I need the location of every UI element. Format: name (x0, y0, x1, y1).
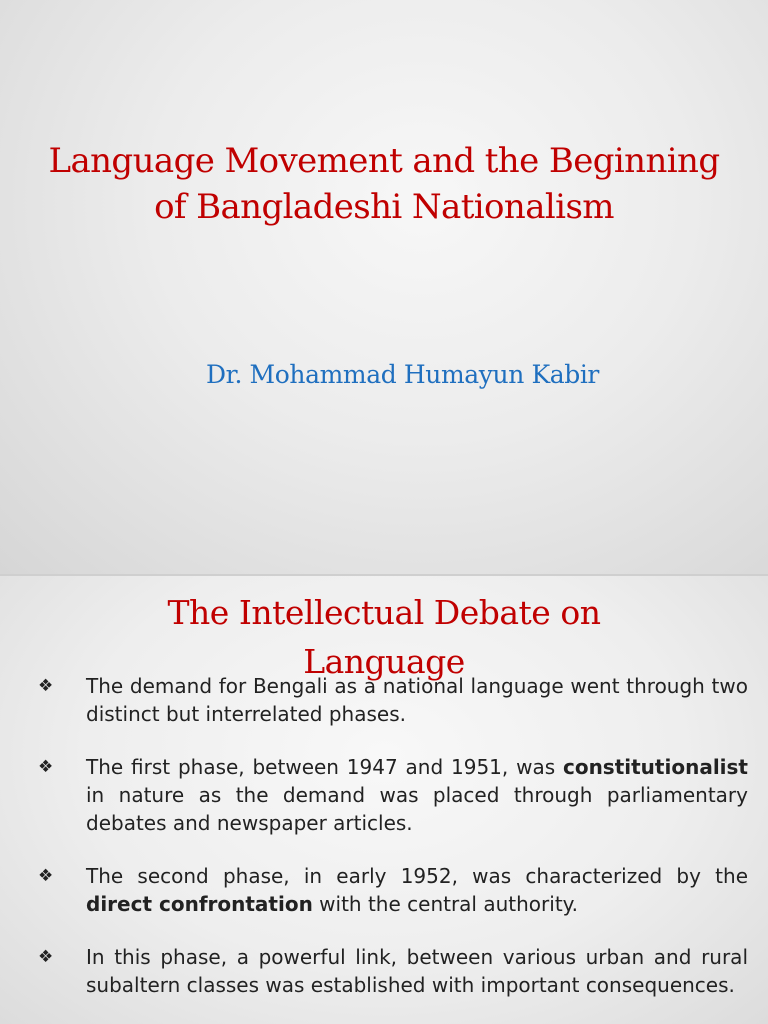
bullet-text-pre: The second phase, in early 1952, was characterized by the (86, 864, 748, 888)
bullet-text-post: in nature as the demand was placed through parliamentary debates and newspaper articles. (86, 783, 748, 835)
bullet-text-post: with the central authority. (312, 892, 578, 916)
slide-heading-line-2: Language (303, 642, 465, 681)
bullet-text-bold: direct confrontation (86, 892, 313, 916)
bullet-item (36, 672, 748, 728)
bullet-text-bold: constitutionalist (562, 755, 748, 779)
diamond-bullet-icon: ❖ (38, 757, 54, 777)
diamond-bullet-icon: ❖ (38, 947, 54, 967)
bullet-item (36, 943, 748, 999)
diamond-bullet-icon: ❖ (38, 866, 54, 886)
bullet-item (36, 753, 748, 837)
bullet-text: In this phase, a powerful link, between various urban and rural subaltern classes was established with important consequences. (86, 945, 748, 997)
bullet-list (36, 672, 748, 1024)
slide-title-line-2: of Bangladeshi Nationalism (154, 187, 614, 227)
bullet-item (36, 862, 748, 918)
diamond-bullet-icon: ❖ (38, 676, 54, 696)
slide-title-line-1: Language Movement and the Beginning (48, 141, 720, 181)
slide-heading-line-1: The Intellectual Debate on (167, 593, 601, 632)
content-slide (0, 576, 768, 1024)
bullet-text-pre: The first phase, between 1947 and 1951, was (86, 755, 563, 779)
slide-title (14, 138, 754, 230)
bullet-text: The demand for Bengali as a national language went through two distinct but interrelated phases. (86, 674, 748, 726)
author-name: Dr. Mohammad Humayun Kabir (206, 360, 599, 389)
